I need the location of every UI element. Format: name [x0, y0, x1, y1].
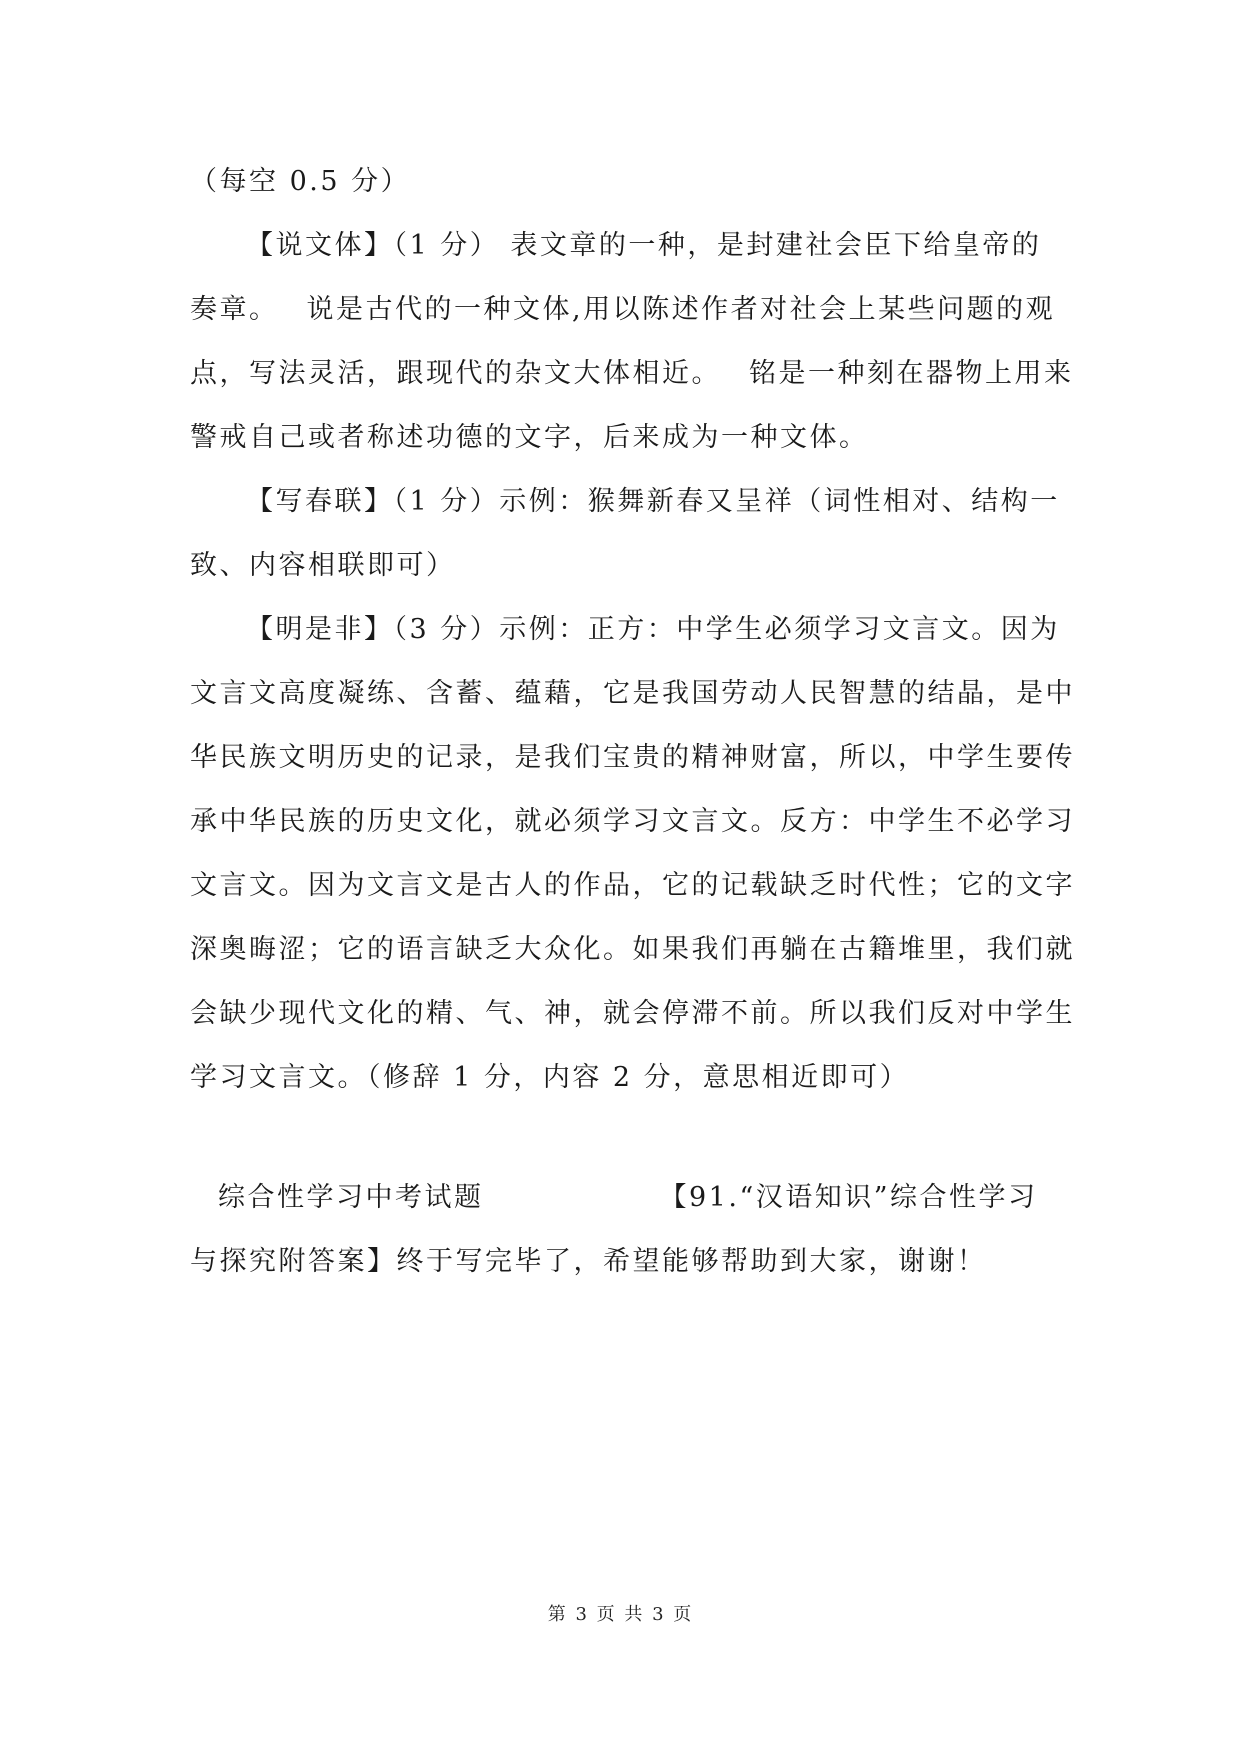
paragraph-line: 承中华民族的历史文化，就必须学习文言文。反方：中学生不必学习: [190, 806, 1075, 837]
score-note: （每空 0.5 分）: [190, 166, 411, 197]
line-fragment: 说是古代的一种文体,用以陈述作者对社会上某些问题的观: [306, 294, 1056, 325]
paragraph-line: [190, 278, 1060, 342]
paragraph-line: 【写春联】（1 分）示例：猴舞新春又呈祥（词性相对、结构一: [246, 486, 1060, 517]
paragraph-line: 【说文体】（1 分） 表文章的一种，是封建社会臣下给皇帝的: [246, 230, 1042, 261]
paragraph-shuowenti: [190, 214, 1074, 470]
line-fragment: 铭是一种刻在器物上用来: [749, 358, 1074, 389]
paragraph-line: 会缺少现代文化的精、气、神，就会停滞不前。所以我们反对中学生: [190, 998, 1075, 1029]
paragraph-line: 警戒自己或者称述功德的文字，后来成为一种文体。: [190, 422, 869, 453]
page-number-footer: 第 3 页 共 3 页: [547, 1604, 694, 1625]
paragraph-spacer: [190, 1110, 1060, 1166]
line-fragment: 【91.“汉语知识”综合性学习: [659, 1182, 1038, 1213]
paragraph-line: 华民族文明历史的记录，是我们宝贵的精神财富，所以，中学生要传: [190, 742, 1075, 773]
paragraph-xiechunlian: [190, 470, 1060, 598]
paragraph-line: 文言文。因为文言文是古人的作品，它的记载缺乏时代性；它的文字: [190, 870, 1075, 901]
paragraph-line: [190, 342, 1074, 406]
paragraph-line: 深奥晦涩；它的语言缺乏大众化。如果我们再躺在古籍堆里，我们就: [190, 934, 1075, 965]
paragraph-line: 致、内容相联即可）: [190, 550, 456, 581]
document-body: [190, 150, 1075, 1294]
paragraph-line: 学习文言文。（修辞 1 分，内容 2 分，意思相近即可）: [190, 1062, 910, 1093]
line-fragment: 点，写法灵活，跟现代的杂文大体相近。: [190, 358, 721, 389]
paragraph-line: 与探究附答案】终于写完毕了，希望能够帮助到大家，谢谢！: [190, 1246, 987, 1277]
paragraph-line: 【明是非】（3 分）示例：正方：中学生必须学习文言文。因为: [246, 614, 1060, 645]
paragraph-line: [190, 1166, 1060, 1230]
line-fragment: 综合性学习中考试题: [218, 1182, 484, 1213]
paragraph-line: 文言文高度凝练、含蓄、蕴藉，它是我国劳动人民智慧的结晶，是中: [190, 678, 1075, 709]
paragraph-closing: [190, 1166, 1060, 1294]
paragraph-mingshifei: [190, 598, 1075, 1110]
line-fragment: 奏章。: [190, 294, 279, 325]
